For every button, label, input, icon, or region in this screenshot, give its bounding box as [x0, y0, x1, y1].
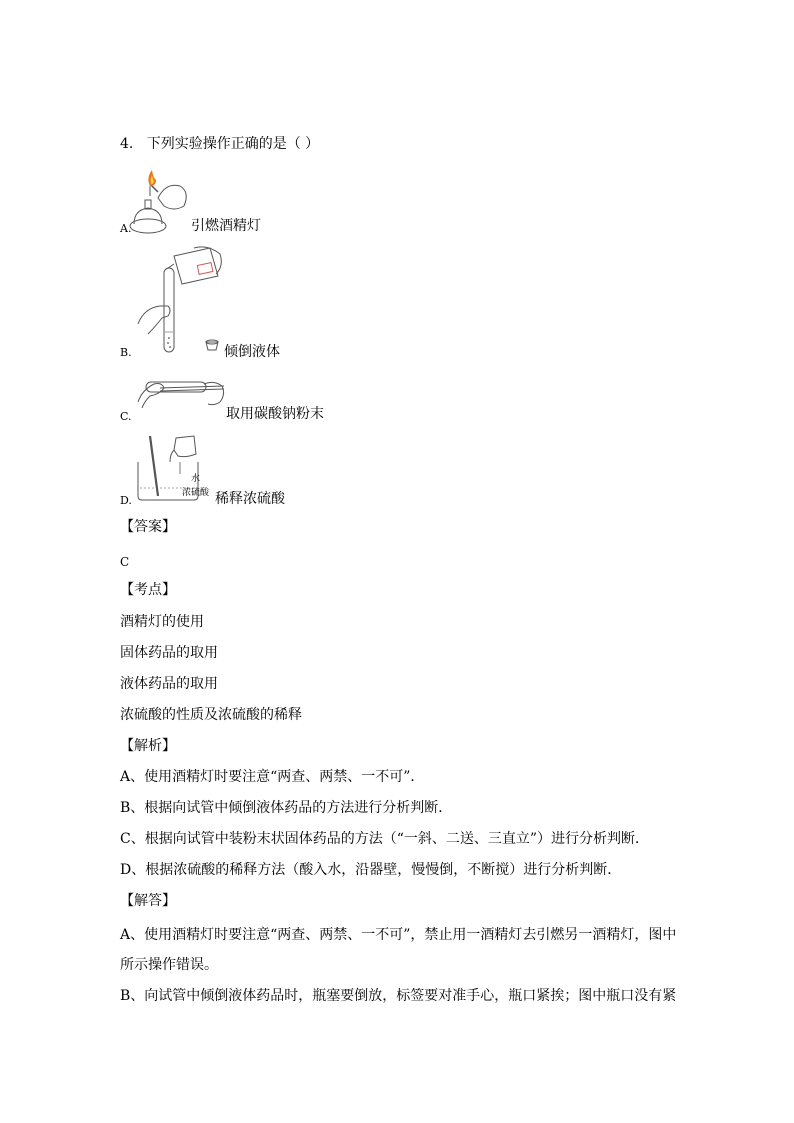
- solution-item: A、使用酒精灯时要注意“两查、两禁、一不可”，禁止用一酒精灯去引燃另一酒精灯，图中所示操作错误。: [120, 927, 677, 973]
- alcohol-lamp-figure: [128, 168, 192, 236]
- acid-label: 浓硫酸: [182, 488, 210, 498]
- powder-tube-figure: [136, 372, 228, 412]
- option-a-letter: A.: [120, 222, 132, 235]
- analysis-item: A、使用酒精灯时要注意“两查、两禁、一不可”．: [120, 769, 425, 785]
- answer-heading: 【答案】: [120, 519, 176, 535]
- knowledge-item: 酒精灯的使用: [120, 614, 204, 630]
- option-c-text: 取用碳酸钠粉末: [226, 406, 324, 422]
- pour-liquid-figure: [134, 246, 224, 358]
- question-stem: [120, 134, 319, 154]
- question-number: 4.: [120, 136, 134, 152]
- knowledge-heading: 【考点】: [120, 582, 176, 598]
- option-b-text: 倾倒液体: [224, 344, 280, 360]
- solution-heading: 【解答】: [120, 893, 176, 909]
- analysis-item: D、根据浓硫酸的稀释方法（酸入水，沿器壁，慢慢倒，不断搅）进行分析判断．: [120, 862, 622, 878]
- knowledge-item: 浓硫酸的性质及浓硫酸的稀释: [120, 707, 302, 723]
- knowledge-item: 固体药品的取用: [120, 645, 218, 661]
- water-label: 水: [191, 474, 201, 484]
- option-a-text: 引燃酒精灯: [191, 218, 261, 234]
- analysis-item: C、根据向试管中装粉末状固体药品的方法（“一斜、二送、三直立”）进行分析判断．: [120, 831, 650, 847]
- question-text: 下列实验操作正确的是（ ）: [146, 136, 320, 152]
- analysis-item: B、根据向试管中倾倒液体药品的方法进行分析判断．: [120, 800, 453, 816]
- option-d-letter: D.: [120, 494, 132, 507]
- analysis-heading: 【解析】: [120, 738, 176, 754]
- option-c-letter: C.: [120, 410, 132, 423]
- knowledge-item: 液体药品的取用: [120, 676, 218, 692]
- solution-item: B、向试管中倾倒液体药品时，瓶塞要倒放，标签要对准手心，瓶口紧挨；图中瓶口没有紧: [120, 988, 677, 1004]
- option-d-text: 稀释浓硫酸: [215, 491, 285, 507]
- option-b-letter: B.: [120, 346, 132, 359]
- answer-value: C: [120, 555, 130, 569]
